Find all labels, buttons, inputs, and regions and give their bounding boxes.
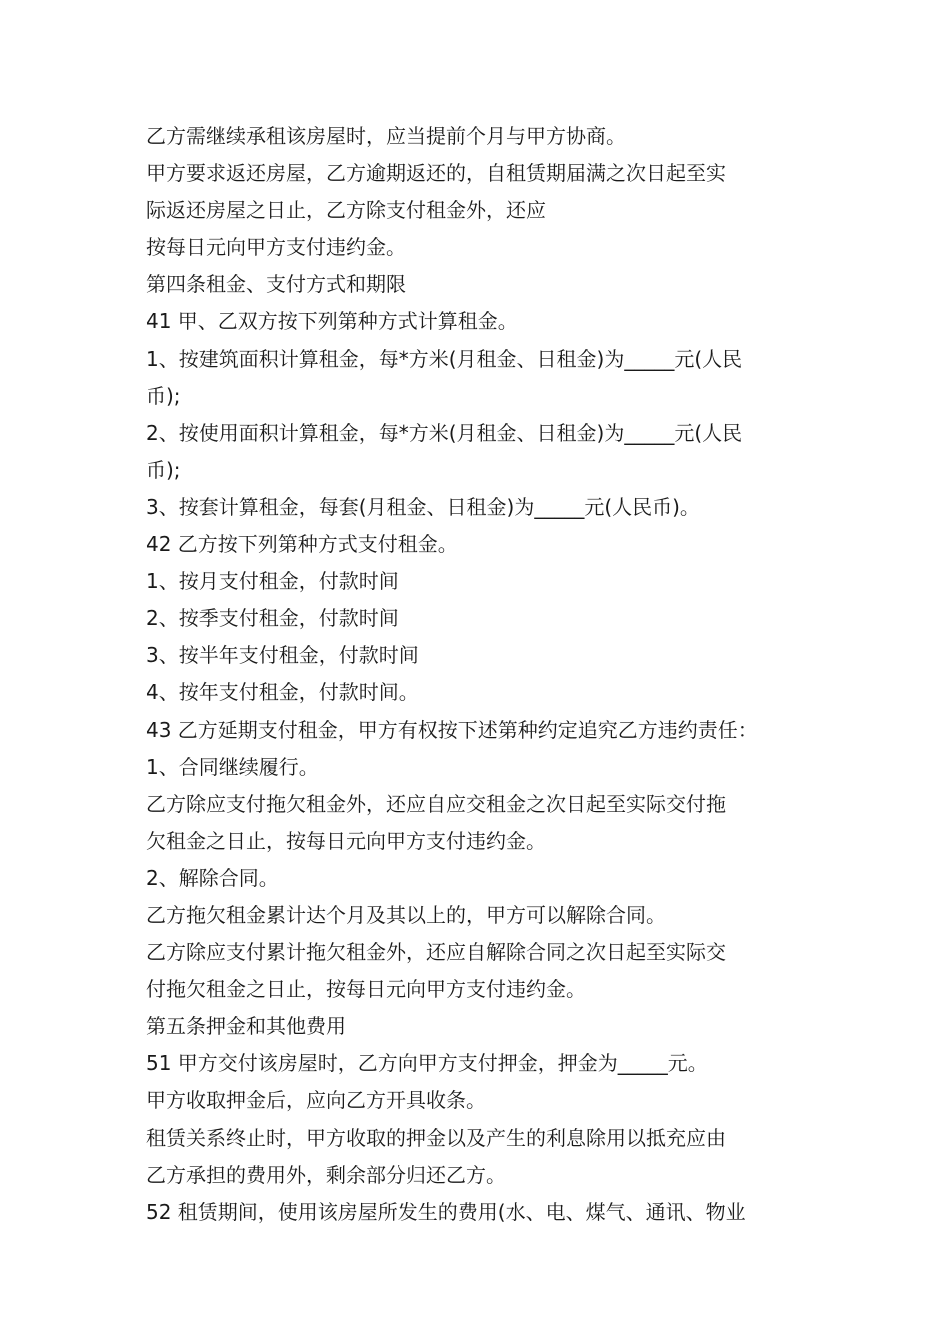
text-line: 1、合同继续履行。 — [146, 754, 319, 779]
text-line: 乙方除应支付拖欠租金外，还应自应交租金之次日起至实际交付拖 — [146, 791, 726, 816]
text-line: 乙方拖欠租金累计达个月及其以上的，甲方可以解除合同。 — [146, 902, 666, 927]
text-line: 乙方除应支付累计拖欠租金外，还应自解除合同之次日起至实际交 — [146, 940, 726, 965]
text-line: 2、按使用面积计算租金，每*方米(月租金、日租金)为_____元(人民 — [146, 420, 743, 445]
text-line: 42 乙方按下列第种方式支付租金。 — [146, 532, 458, 557]
text-line: 币); — [146, 457, 181, 482]
text-line: 按每日元向甲方支付违约金。 — [146, 235, 406, 260]
text-line: 2、按季支付租金，付款时间 — [146, 606, 399, 631]
text-line: 41 甲、乙双方按下列第种方式计算租金。 — [146, 309, 518, 334]
text-line: 租赁关系终止时，甲方收取的押金以及产生的利息除用以抵充应由 — [146, 1125, 726, 1150]
text-line: 52 租赁期间，使用该房屋所发生的费用(水、电、煤气、通讯、物业 — [146, 1199, 746, 1224]
text-line: 乙方承担的费用外，剩余部分归还乙方。 — [146, 1162, 506, 1187]
text-line: 甲方要求返还房屋，乙方逾期返还的，自租赁期届满之次日起至实 — [146, 161, 726, 186]
text-line: 2、解除合同。 — [146, 865, 279, 890]
section-heading: 第五条押金和其他费用 — [146, 1014, 346, 1039]
document-body — [146, 118, 810, 1231]
text-line: 43 乙方延期支付租金，甲方有权按下述第种约定追究乙方违约责任： — [146, 717, 758, 742]
text-line: 乙方需继续承租该房屋时，应当提前个月与甲方协商。 — [146, 124, 626, 148]
text-line: 4、按年支付租金，付款时间。 — [146, 680, 419, 705]
text-line: 付拖欠租金之日止，按每日元向甲方支付违约金。 — [146, 977, 586, 1002]
text-line: 3、按套计算租金，每套(月租金、日租金)为_____元(人民币)。 — [146, 494, 700, 519]
section-heading: 第四条租金、支付方式和期限 — [146, 272, 406, 297]
text-line: 51 甲方交付该房屋时，乙方向甲方支付押金，押金为_____元。 — [146, 1051, 708, 1076]
text-line: 币); — [146, 383, 181, 408]
text-line: 1、按建筑面积计算租金，每*方米(月租金、日租金)为_____元(人民 — [146, 346, 743, 371]
text-line: 3、按半年支付租金，付款时间 — [146, 643, 419, 668]
text-line: 欠租金之日止，按每日元向甲方支付违约金。 — [146, 828, 546, 853]
text-line: 1、按月支付租金，付款时间 — [146, 569, 399, 594]
text-line: 甲方收取押金后，应向乙方开具收条。 — [146, 1088, 486, 1113]
text-line: 际返还房屋之日止，乙方除支付租金外，还应 — [146, 198, 546, 223]
